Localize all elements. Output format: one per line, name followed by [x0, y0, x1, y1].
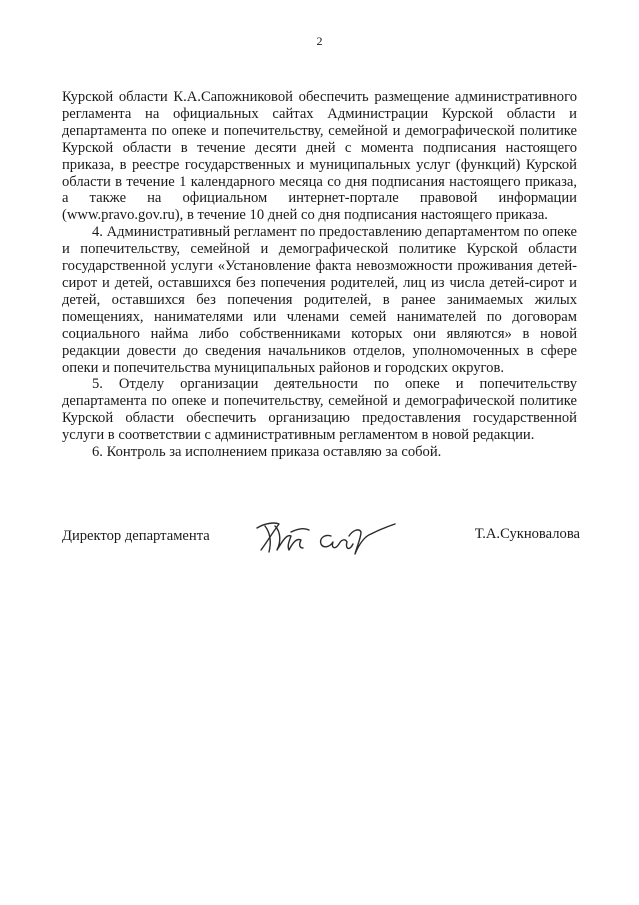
paragraph-item-5: 5. Отделу организации деятельности по опеке и попечительству департамента по опеке и попечительству, семейной и демографической политике Курской области обеспечить организацию предоставления государственной услуги в соответствии с административным регламентом в новой редакции. [62, 376, 577, 444]
handwritten-signature [245, 514, 425, 560]
document-body [62, 89, 577, 461]
paragraph-item-6: 6. Контроль за исполнением приказа оставляю за собой. [92, 444, 442, 461]
paragraph-continuation: Курской области К.А.Сапожниковой обеспечить размещение административного регламента на официальных сайтах Администрации Курской области и департамента по опеке и попечительству, семейной и демографической политике Курской области в течение десяти дней с момента подписания настоящего приказа, в реестре государственных и муниципальных услуг (функций) Курской области в течение 1 календарного месяца со дня подписания настоящего приказа, а также на официальном интернет-портале правовой информации (www.pravo.gov.ru), в течение 10 дней со дня подписания настоящего приказа. [62, 89, 577, 224]
signature-block [62, 514, 580, 560]
signatory-name: Т.А.Сукновалова [474, 526, 580, 542]
page-number: 2 [316, 34, 323, 48]
signatory-title: Директор департамента [62, 528, 210, 544]
paragraph-item-4: 4. Административный регламент по предоставлению департаментом по опеке и попечительству, семейной и демографической политике Курской области государственной услуги «Установление факта невозможности проживания детей-сирот и детей, оставшихся без попечения родителей, лиц из числа детей-сирот и детей, оставшихся без попечения родителей, в ранее занимаемых жилых помещениях, нанимателями или членами семей нанимателей по договорам социального найма либо собственниками которых они являются» в новой редакции довести до сведения начальников отделов, уполномоченных в сфере опеки и попечительства муниципальных районов и городских округов. [62, 224, 577, 376]
